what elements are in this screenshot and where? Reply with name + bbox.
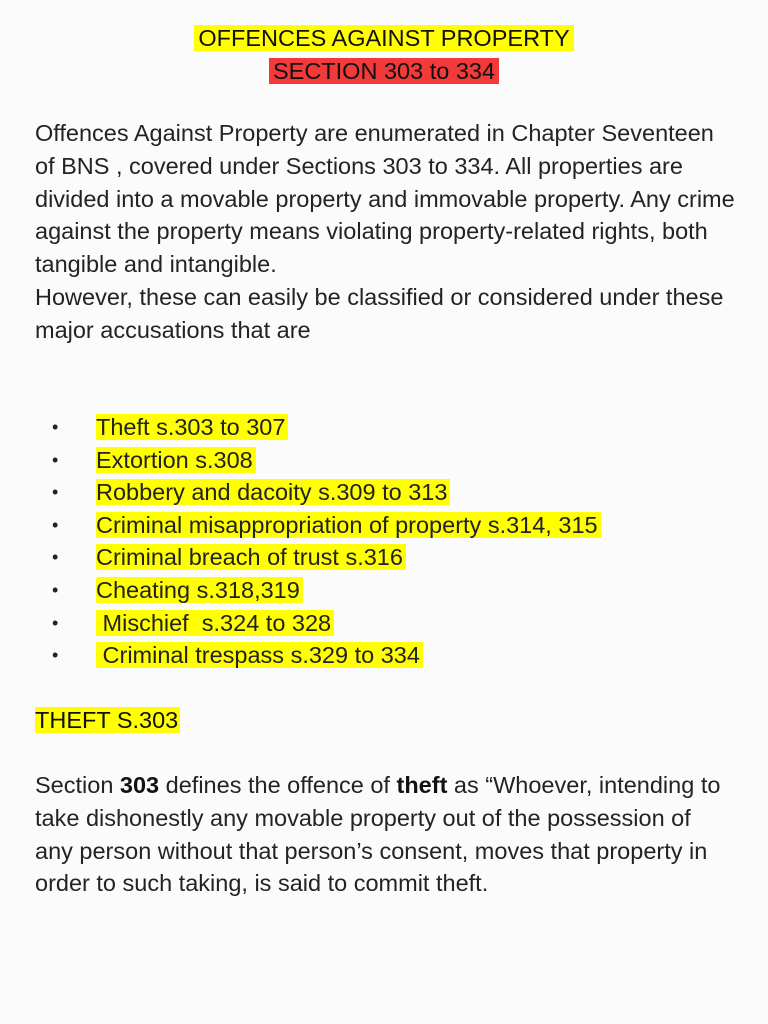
document-header (0, 22, 768, 88)
bullet-icon: • (52, 645, 59, 666)
list-item (0, 607, 768, 640)
bullet-icon: • (52, 417, 59, 437)
definition-middle: defines the offence of (159, 772, 397, 798)
bullet-icon: • (52, 579, 59, 600)
header-title-line (0, 22, 768, 55)
definition-section-number: 303 (119, 772, 160, 798)
definition-prefix: Section (35, 772, 120, 798)
definition-rest: as “Whoever, intending to take dishonestly any movable property out of the possession of any person without that person’s consent, moves that property in order to such taking, is said to commit theft. (35, 772, 721, 897)
header-subtitle-line (0, 55, 768, 88)
list-item-text: Cheating s.318,319 (96, 577, 303, 603)
list-item (0, 574, 768, 607)
intro-paragraph-1: Offences Against Property are enumerated in Chapter Seventeen of BNS , covered under Sections 303 to 334. All properties are divided into a movable property and immovable property. Any crime against the property means violating property-related rights, both tangible and intangible. (35, 120, 735, 278)
list-item-text: Criminal trespass s.329 to 334 (96, 642, 423, 668)
list-item (0, 411, 768, 444)
intro-paragraph-2: However, these can easily be classified or considered under these major accusations that are (35, 283, 724, 343)
accusations-list (0, 411, 768, 672)
list-item-text: Criminal misappropriation of property s.314, 315 (96, 512, 601, 538)
list-item-text: Criminal breach of trust s.316 (96, 544, 406, 570)
bullet-icon: • (52, 547, 59, 568)
list-item-text: Mischief s.324 to 328 (96, 610, 334, 636)
list-item (0, 541, 768, 574)
definition-term: theft (396, 772, 448, 798)
list-item-text: Extortion s.308 (96, 447, 256, 473)
list-item (0, 509, 768, 542)
bullet-icon: • (52, 449, 59, 470)
bullet-icon: • (52, 482, 59, 503)
intro-section (35, 117, 735, 347)
list-item-text: Robbery and dacoity s.309 to 313 (96, 479, 450, 505)
list-item (0, 444, 768, 477)
list-item (0, 476, 768, 509)
document-subtitle: SECTION 303 to 334 (269, 58, 499, 84)
bullet-icon: • (52, 514, 59, 535)
list-item-text: Theft s.303 to 307 (96, 414, 288, 440)
document-title: OFFENCES AGAINST PROPERTY (194, 25, 573, 51)
bullet-icon: • (52, 612, 59, 633)
theft-section-heading (35, 704, 180, 737)
theft-heading-text: THEFT S.303 (35, 707, 179, 733)
list-item (0, 639, 768, 672)
theft-definition (35, 769, 735, 900)
